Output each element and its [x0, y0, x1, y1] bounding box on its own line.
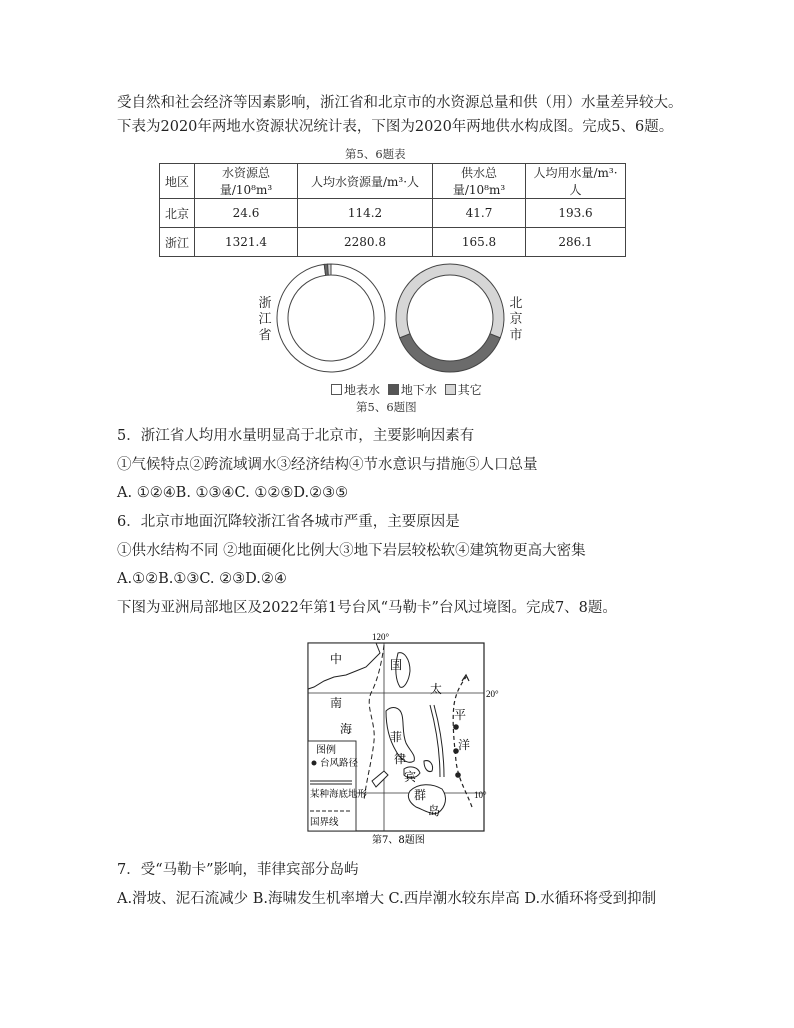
- map-char: 洋: [458, 738, 471, 752]
- table-cell: 1321.4: [195, 228, 298, 257]
- donut-beijing: [394, 262, 506, 374]
- typhoon-map: [306, 631, 500, 846]
- lat-label-10: 10°: [474, 790, 487, 800]
- donut-legend: [331, 381, 482, 398]
- table-cell: 2280.8: [298, 228, 433, 257]
- map-caption: 第7、8题图: [372, 835, 425, 846]
- q5-stem: 5．浙江省人均用水量明显高于北京市，主要影响因素有: [117, 428, 475, 444]
- map-char: 国: [390, 658, 403, 672]
- legend-label: 其它: [457, 383, 482, 397]
- legend-label: 地下水: [400, 383, 437, 397]
- map-char: 太: [430, 682, 443, 696]
- map-char: 中: [330, 652, 343, 666]
- header-cell: 地区: [160, 164, 195, 199]
- header-cell: 水资源总量/10⁸m³: [195, 164, 298, 199]
- map-char: 律: [394, 752, 407, 766]
- map-char: 宾: [404, 770, 417, 784]
- header-cell: 人均水资源量/m³·人: [298, 164, 433, 199]
- map-char: 南: [330, 696, 343, 710]
- map-char: 菲: [390, 730, 403, 744]
- table-header-row: [160, 164, 626, 199]
- header-cell: 人均用水量/m³·人: [526, 164, 626, 199]
- table-cell: 286.1: [526, 228, 626, 257]
- map-char: 群: [414, 788, 427, 802]
- donut-slice-other: [328, 264, 331, 275]
- map-char: 海: [340, 722, 353, 736]
- donut-slice-ground: [400, 334, 500, 372]
- legend-typhoon-icon: [312, 761, 317, 766]
- water-resource-table: [159, 163, 626, 257]
- table-cell: 165.8: [433, 228, 526, 257]
- donut-slice-other: [396, 264, 504, 338]
- table-cell: 193.6: [526, 199, 626, 228]
- table-row: [160, 228, 626, 257]
- legend-typhoon-text: 台风路径: [320, 758, 359, 769]
- legend-swatch-other: [445, 384, 456, 395]
- table-cell: 24.6: [195, 199, 298, 228]
- q7-stem: 7．受“马勒卡”影响，菲律宾部分岛屿: [117, 862, 359, 878]
- lon-label-120: 120°: [372, 632, 390, 642]
- legend-label: 地表水: [344, 383, 381, 397]
- q7-options: A.滑坡、泥石流减少 B.海啸发生机率增大 C.西岸潮水较东岸高 D.水循环将受到抑制: [117, 891, 657, 907]
- table-cell: 41.7: [433, 199, 526, 228]
- donut-right-label: 北京市: [509, 296, 523, 343]
- map-legend-title: 图例: [316, 745, 336, 756]
- legend-typhoon-label: [320, 757, 359, 769]
- donut-left-label: 浙江省: [258, 296, 272, 343]
- intro-2: 下图为亚洲局部地区及2022年第1号台风“马勒卡”台风过境图。完成7、8题。: [117, 600, 617, 616]
- q5-options: A. ①②④B. ①③④C. ①②⑤D.②③⑤: [117, 485, 349, 501]
- q6-items: ①供水结构不同 ②地面硬化比例大③地下岩层较松软④建筑物更高大密集: [117, 543, 586, 559]
- map-char: 岛: [428, 804, 441, 818]
- map-char: 平: [454, 708, 467, 722]
- lat-label-20: 20°: [486, 689, 499, 699]
- donut-slice-surface: [277, 264, 385, 372]
- intro-line-2: 下表为2020年两地水资源状况统计表，下图为2020年两地供水构成图。完成5、6题。: [117, 119, 674, 135]
- legend-swatch-ground: [388, 384, 399, 395]
- legend-swatch-surface: [331, 384, 342, 395]
- table-cell: 浙江: [160, 228, 195, 257]
- table-row: [160, 199, 626, 228]
- legend-border-label: 国界线: [310, 817, 339, 828]
- header-cell: 供水总量/10⁸m³: [433, 164, 526, 199]
- intro-line-1: 受自然和社会经济等因素影响，浙江省和北京市的水资源总量和供（用）水量差异较大。: [117, 95, 683, 111]
- donut-caption: 第5、6题图: [356, 400, 417, 414]
- table-caption: 第5、6题表: [345, 147, 406, 161]
- donut-zhejiang: [275, 262, 387, 374]
- table-cell: 北京: [160, 199, 195, 228]
- q5-items: ①气候特点②跨流域调水③经济结构④节水意识与措施⑤人口总量: [117, 457, 538, 473]
- legend-terrain-label: 某种海底地形: [310, 789, 368, 800]
- table-cell: 114.2: [298, 199, 433, 228]
- q6-stem: 6．北京市地面沉降较浙江省各城市严重，主要原因是: [117, 514, 460, 530]
- typhoon-icon: [453, 724, 459, 730]
- q6-options: A.①②B.①③C. ②③D.②④: [117, 571, 287, 587]
- typhoon-icon: [455, 772, 461, 778]
